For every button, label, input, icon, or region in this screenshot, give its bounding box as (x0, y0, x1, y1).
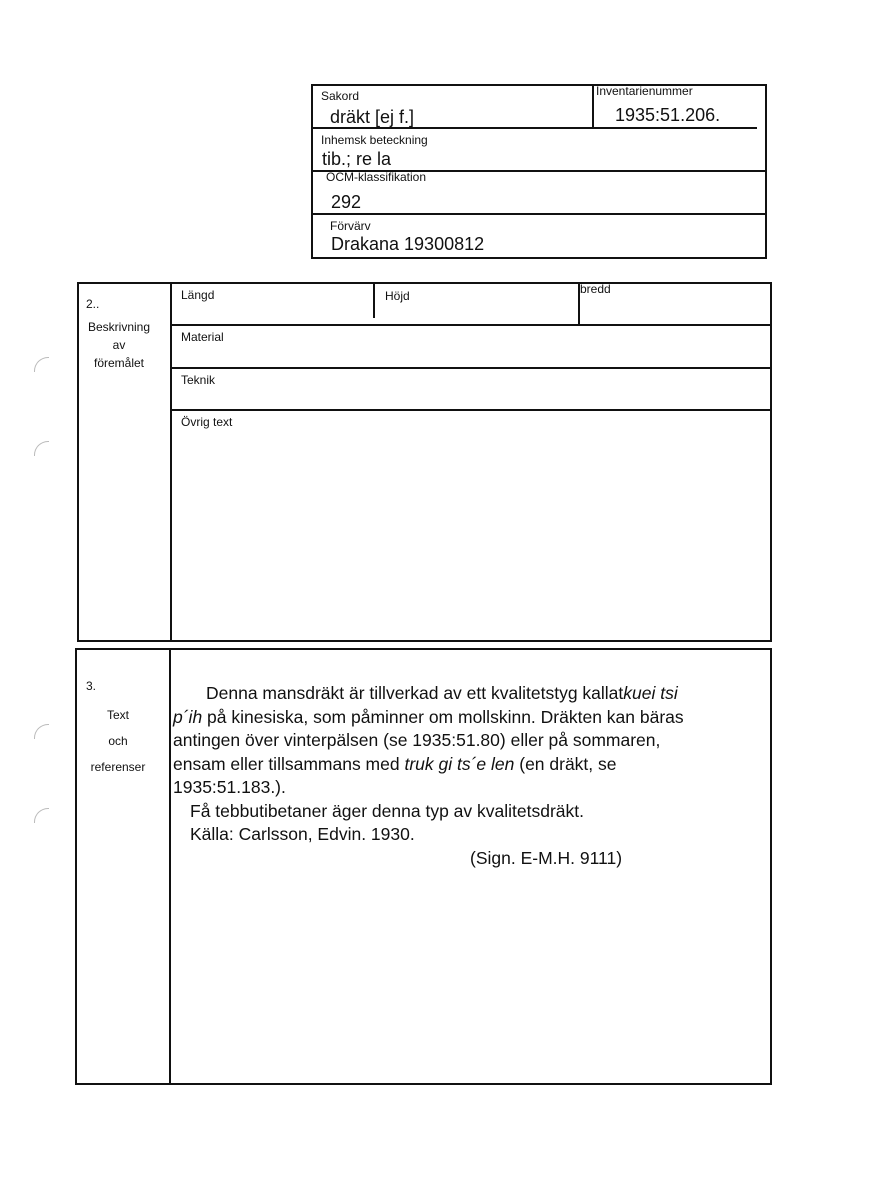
side-label-line: föremålet (93, 356, 145, 370)
text-span-italic: truk gi ts´e len (404, 753, 515, 774)
text-line (173, 682, 763, 706)
side-label-line: referenser (90, 760, 146, 774)
section-2-rule (170, 409, 770, 411)
punch-hole-mark (34, 724, 49, 739)
text-span: Denna mansdräkt är tillverkad av ett kvalitetstyg kallat (206, 683, 624, 703)
text-span: på kinesiska, som påminner om mollskinn. Dräkten kan bäras (202, 706, 684, 727)
ocm-label: OCM-klassifikation (326, 170, 427, 184)
signature-line: (Sign. E-M.H. 9111) (470, 847, 623, 868)
side-label-line: av (112, 338, 126, 352)
text-line: 1935:51.183.). (173, 777, 286, 797)
header-rule (311, 213, 767, 215)
langd-label: Längd (181, 288, 215, 302)
teknik-label: Teknik (181, 373, 216, 387)
section-2-side-divider (170, 282, 172, 642)
text-line: Källa: Carlsson, Edvin. 1930. (190, 824, 415, 844)
text-span-italic: p´ih (173, 706, 203, 727)
text-line (173, 706, 763, 730)
forvarv-label: Förvärv (330, 219, 371, 233)
hojd-label: Höjd (385, 289, 410, 303)
section-3-side-divider (169, 648, 171, 1085)
hojd-divider (373, 284, 375, 318)
inhemsk-value: tib.; re la (322, 149, 392, 169)
side-label-line: och (108, 734, 128, 748)
text-span: ensam eller tillsammans med (173, 753, 405, 774)
side-label-line: Beskrivning (87, 320, 151, 334)
text-span-italic: kuei tsi (623, 683, 678, 703)
bredd-label: bredd (580, 282, 611, 296)
punch-hole-mark (34, 357, 49, 372)
text-line (173, 753, 763, 777)
punch-hole-mark (34, 441, 49, 456)
inventory-number-label: Inventarienummer (596, 84, 693, 98)
text-span: (en dräkt, se (514, 753, 617, 774)
side-label-line: Text (106, 708, 129, 722)
text-line: Få tebbutibetaner äger denna typ av kvalitetsdräkt. (190, 800, 584, 821)
section-2-rule (170, 324, 770, 326)
ocm-value: 292 (331, 192, 362, 212)
sakord-value: dräkt [ej f.] (330, 107, 415, 127)
references-text (173, 682, 763, 870)
section-2-side-label (80, 318, 158, 372)
inhemsk-label: Inhemsk beteckning (321, 133, 428, 147)
text-line: antingen över vinterpälsen (se 1935:51.80) eller på sommaren, (173, 730, 661, 750)
forvarv-value: Drakana 19300812 (331, 234, 485, 254)
section-2-rule (170, 367, 770, 369)
section-3-number: 3. (86, 679, 97, 693)
inventory-number-value: 1935:51.206. (615, 105, 721, 125)
header-divider (592, 84, 594, 128)
punch-hole-mark (34, 808, 49, 823)
section-3-side-label (78, 702, 158, 780)
section-2-number: 2.. (86, 297, 100, 311)
sakord-label: Sakord (321, 89, 360, 103)
material-label: Material (181, 330, 224, 344)
ovrig-text-label: Övrig text (181, 415, 233, 429)
